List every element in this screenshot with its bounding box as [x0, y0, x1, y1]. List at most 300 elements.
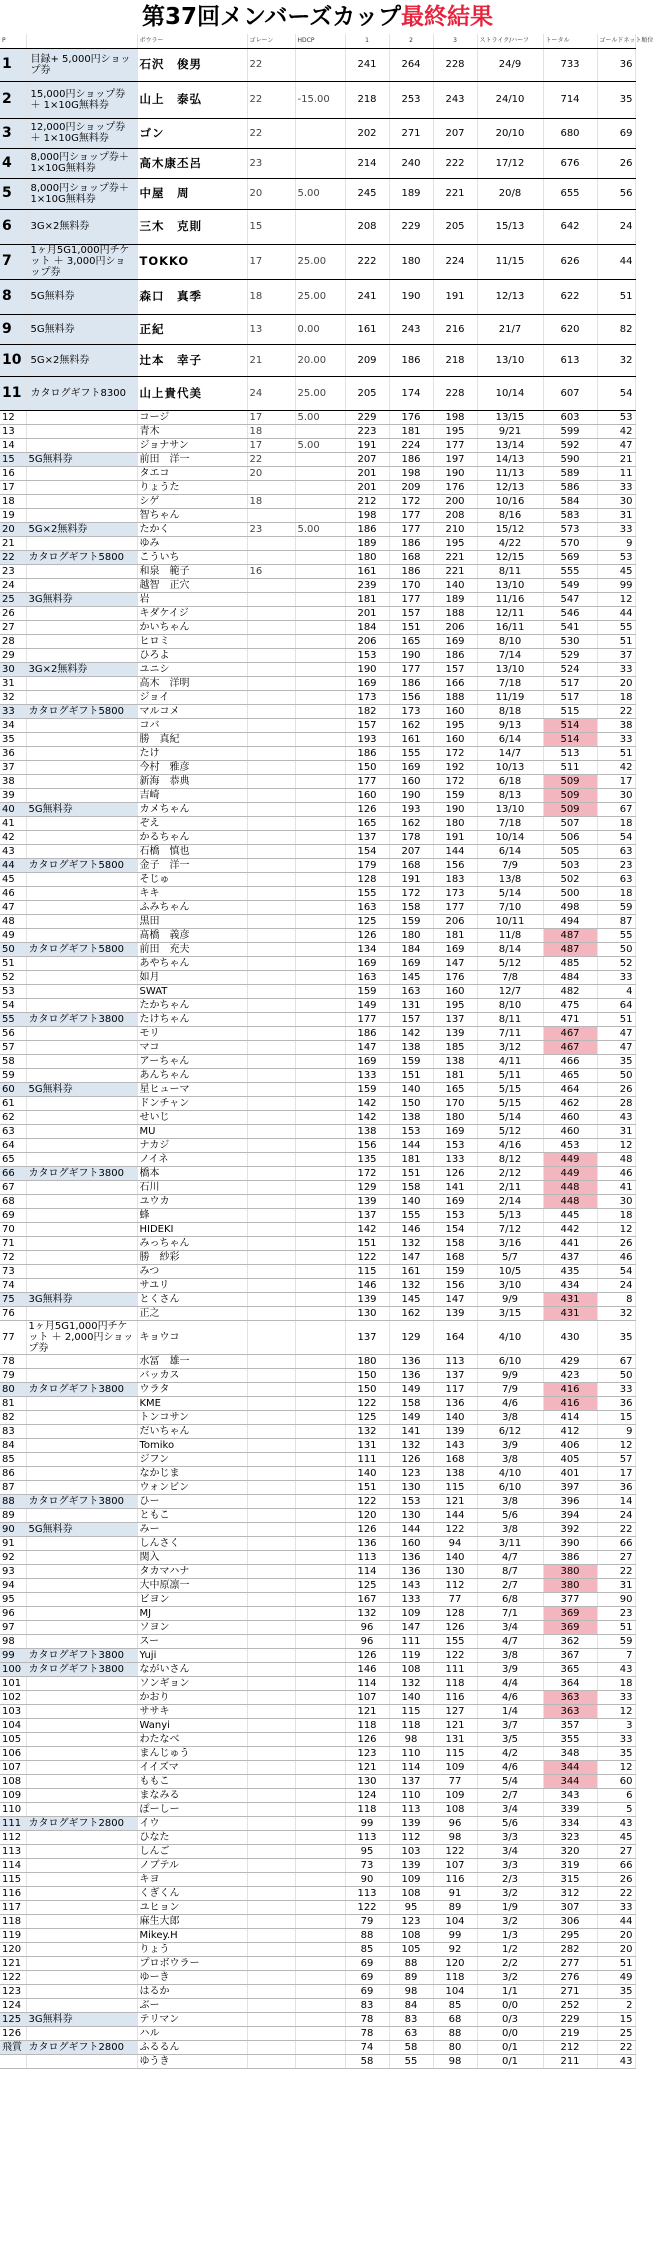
net-cell: 37	[597, 648, 635, 662]
net-cell: 50	[597, 1068, 635, 1082]
game2-score: 162	[389, 718, 433, 732]
game3-score: 160	[433, 704, 477, 718]
net-cell: 53	[597, 410, 635, 424]
player-name: ジョイ	[137, 690, 247, 704]
net-cell: 9	[597, 536, 635, 550]
lane-cell	[247, 2040, 295, 2054]
strike-spare-cell: 13/15	[477, 410, 543, 424]
strike-spare-cell: 8/13	[477, 788, 543, 802]
prize-cell	[26, 2026, 137, 2040]
total-score: 622	[543, 279, 597, 314]
player-name: ながいさん	[137, 1662, 247, 1676]
game1-score: 126	[345, 1648, 389, 1662]
player-name: みっちゃん	[137, 1236, 247, 1250]
game3-score: 168	[433, 1452, 477, 1466]
net-cell: 27	[597, 1550, 635, 1564]
total-score: 405	[543, 1452, 597, 1466]
lane-cell: 20	[247, 466, 295, 480]
hdcp-cell	[295, 774, 345, 788]
player-name: 中屋 周	[137, 178, 247, 209]
game1-score: 201	[345, 466, 389, 480]
lane-cell: 22	[247, 118, 295, 148]
prize-cell	[26, 1788, 137, 1802]
player-name: まんじゅう	[137, 1746, 247, 1760]
hdcp-cell	[295, 480, 345, 494]
game3-score: 216	[433, 314, 477, 344]
player-name: タカマハナ	[137, 1564, 247, 1578]
player-name: カメちゃん	[137, 802, 247, 816]
prize-cell	[26, 928, 137, 942]
rank-cell: 56	[0, 1026, 26, 1040]
lane-cell	[247, 1564, 295, 1578]
net-cell: 90	[597, 1592, 635, 1606]
total-score: 680	[543, 118, 597, 148]
net-cell: 7	[597, 1648, 635, 1662]
game3-score: 200	[433, 494, 477, 508]
prize-cell	[26, 606, 137, 620]
game1-score: 169	[345, 956, 389, 970]
prize-cell	[26, 956, 137, 970]
strike-spare-cell: 3/2	[477, 1886, 543, 1900]
game1-score: 83	[345, 1998, 389, 2012]
table-row	[0, 1222, 635, 1236]
table-row	[0, 1152, 635, 1166]
lane-cell	[247, 1068, 295, 1082]
hdcp-cell	[295, 970, 345, 984]
game1-score: 180	[345, 550, 389, 564]
game2-score: 84	[389, 1998, 433, 2012]
hdcp-cell	[295, 48, 345, 81]
strike-spare-cell: 4/22	[477, 536, 543, 550]
net-cell: 32	[597, 1306, 635, 1320]
hdcp-cell	[295, 788, 345, 802]
game2-score: 113	[389, 1802, 433, 1816]
player-name: ハル	[137, 2026, 247, 2040]
hdcp-cell	[295, 1208, 345, 1222]
total-score: 541	[543, 620, 597, 634]
total-score: 448	[543, 1180, 597, 1194]
table-row	[0, 279, 635, 314]
strike-spare-cell: 4/10	[477, 1466, 543, 1480]
rank-cell: 89	[0, 1508, 26, 1522]
game2-score: 184	[389, 942, 433, 956]
lane-cell: 16	[247, 564, 295, 578]
game1-score: 96	[345, 1620, 389, 1634]
total-score: 498	[543, 900, 597, 914]
player-name: ゴン	[137, 118, 247, 148]
total-score: 396	[543, 1494, 597, 1508]
game3-score: 118	[433, 1676, 477, 1690]
strike-spare-cell: 11/19	[477, 690, 543, 704]
prize-cell: カタログギフト3800	[26, 1494, 137, 1508]
lane-cell	[247, 1264, 295, 1278]
game3-score: 168	[433, 1250, 477, 1264]
total-score: 369	[543, 1606, 597, 1620]
prize-cell	[26, 564, 137, 578]
lane-cell	[247, 858, 295, 872]
rank-cell: 78	[0, 1354, 26, 1368]
game1-score: 122	[345, 1396, 389, 1410]
strike-spare-cell: 6/12	[477, 1424, 543, 1438]
table-row	[0, 1620, 635, 1634]
header-hdcp: HDCP	[295, 34, 345, 48]
rank-cell: 81	[0, 1396, 26, 1410]
net-cell: 26	[597, 1872, 635, 1886]
game2-score: 163	[389, 984, 433, 998]
hdcp-cell	[295, 466, 345, 480]
game1-score: 241	[345, 48, 389, 81]
player-name: 智ちゃん	[137, 508, 247, 522]
prize-cell	[26, 1802, 137, 1816]
prize-cell	[26, 1746, 137, 1760]
player-name: 前田 充夫	[137, 942, 247, 956]
game2-score: 129	[389, 1320, 433, 1354]
hdcp-cell	[295, 1250, 345, 1264]
strike-spare-cell: 7/18	[477, 816, 543, 830]
rank-cell: 4	[0, 148, 26, 178]
total-score: 323	[543, 1830, 597, 1844]
strike-spare-cell: 9/9	[477, 1292, 543, 1306]
net-cell: 45	[597, 1830, 635, 1844]
net-cell: 17	[597, 774, 635, 788]
page-title	[0, 0, 635, 34]
lane-cell	[247, 1452, 295, 1466]
lane-cell	[247, 1956, 295, 1970]
rank-cell: 18	[0, 494, 26, 508]
game2-score: 146	[389, 1222, 433, 1236]
total-score: 386	[543, 1550, 597, 1564]
game2-score: 224	[389, 438, 433, 452]
hdcp-cell: 25.00	[295, 279, 345, 314]
table-row	[0, 718, 635, 732]
total-score: 357	[543, 1718, 597, 1732]
lane-cell	[247, 844, 295, 858]
rank-cell: 75	[0, 1292, 26, 1306]
strike-spare-cell: 16/11	[477, 620, 543, 634]
table-row	[0, 508, 635, 522]
game2-score: 89	[389, 1970, 433, 1984]
game3-score: 159	[433, 788, 477, 802]
total-score: 295	[543, 1928, 597, 1942]
rank-cell: 90	[0, 1522, 26, 1536]
player-name: しんご	[137, 1844, 247, 1858]
hdcp-cell	[295, 746, 345, 760]
prize-cell: 5G無料券	[26, 452, 137, 466]
rank-cell: 69	[0, 1208, 26, 1222]
lane-cell	[247, 1550, 295, 1564]
prize-cell	[26, 1194, 137, 1208]
game3-score: 195	[433, 536, 477, 550]
game1-score: 88	[345, 1928, 389, 1942]
strike-spare-cell: 10/5	[477, 1264, 543, 1278]
player-name: キダケイジ	[137, 606, 247, 620]
player-name: コージ	[137, 410, 247, 424]
game2-score: 162	[389, 816, 433, 830]
lane-cell: 13	[247, 314, 295, 344]
player-name: ユニシ	[137, 662, 247, 676]
game2-score: 158	[389, 900, 433, 914]
player-name: タエコ	[137, 466, 247, 480]
lane-cell	[247, 1676, 295, 1690]
game3-score: 176	[433, 970, 477, 984]
table-row	[0, 1648, 635, 1662]
player-name: ビヨン	[137, 1592, 247, 1606]
player-name: MU	[137, 1124, 247, 1138]
game3-score: 112	[433, 1578, 477, 1592]
prize-cell: 1ヶ月5G1,000円チケット ＋ 2,000円ショップ券	[26, 1320, 137, 1354]
game2-score: 172	[389, 494, 433, 508]
lane-cell	[247, 1998, 295, 2012]
strike-spare-cell: 3/10	[477, 1278, 543, 1292]
net-cell: 22	[597, 1522, 635, 1536]
game2-score: 177	[389, 522, 433, 536]
hdcp-cell	[295, 886, 345, 900]
game1-score: 161	[345, 314, 389, 344]
hdcp-cell	[295, 1970, 345, 1984]
table-row	[0, 886, 635, 900]
rank-cell: 99	[0, 1648, 26, 1662]
strike-spare-cell: 17/12	[477, 148, 543, 178]
table-row	[0, 1732, 635, 1746]
prize-cell	[26, 1984, 137, 1998]
total-score: 506	[543, 830, 597, 844]
rank-cell: 2	[0, 81, 26, 118]
prize-cell	[26, 1222, 137, 1236]
hdcp-cell	[295, 1424, 345, 1438]
game3-score: 139	[433, 1026, 477, 1040]
net-cell: 54	[597, 1264, 635, 1278]
game1-score: 137	[345, 1320, 389, 1354]
game1-score: 223	[345, 424, 389, 438]
table-row	[0, 1354, 635, 1368]
lane-cell	[247, 1278, 295, 1292]
strike-spare-cell: 2/14	[477, 1194, 543, 1208]
game1-score: 154	[345, 844, 389, 858]
total-score: 517	[543, 690, 597, 704]
strike-spare-cell: 3/15	[477, 1306, 543, 1320]
player-name: 橋本	[137, 1166, 247, 1180]
hdcp-cell	[295, 2026, 345, 2040]
game3-score: 140	[433, 578, 477, 592]
game2-score: 151	[389, 1068, 433, 1082]
table-row	[0, 1984, 635, 1998]
lane-cell	[247, 1368, 295, 1382]
player-name: たかく	[137, 522, 247, 536]
rank-cell: 88	[0, 1494, 26, 1508]
game3-score: 164	[433, 1320, 477, 1354]
rank-cell: 97	[0, 1620, 26, 1634]
game1-score: 142	[345, 1096, 389, 1110]
hdcp-cell	[295, 1536, 345, 1550]
prize-cell	[26, 1396, 137, 1410]
rank-cell: 100	[0, 1662, 26, 1676]
player-name: ジョナサン	[137, 438, 247, 452]
hdcp-cell	[295, 1124, 345, 1138]
total-score: 505	[543, 844, 597, 858]
lane-cell	[247, 1746, 295, 1760]
strike-spare-cell: 4/6	[477, 1396, 543, 1410]
total-score: 362	[543, 1634, 597, 1648]
hdcp-cell	[295, 984, 345, 998]
net-cell: 33	[597, 1690, 635, 1704]
strike-spare-cell: 3/5	[477, 1732, 543, 1746]
strike-spare-cell: 8/10	[477, 998, 543, 1012]
game2-score: 177	[389, 662, 433, 676]
lane-cell	[247, 1830, 295, 1844]
game2-score: 140	[389, 1194, 433, 1208]
net-cell: 55	[597, 928, 635, 942]
prize-cell: カタログギフト2800	[26, 2040, 137, 2054]
lane-cell	[247, 1040, 295, 1054]
total-score: 607	[543, 376, 597, 410]
prize-cell: 12,000円ショップ券＋ 1×10G無料券	[26, 118, 137, 148]
prize-cell: カタログギフト5800	[26, 858, 137, 872]
game1-score: 134	[345, 942, 389, 956]
strike-spare-cell: 3/8	[477, 1452, 543, 1466]
game2-score: 108	[389, 1928, 433, 1942]
header-game2: 2	[389, 34, 433, 48]
game3-score: 85	[433, 1998, 477, 2012]
game1-score: 202	[345, 118, 389, 148]
game1-score: 118	[345, 1802, 389, 1816]
table-row	[0, 830, 635, 844]
hdcp-cell	[295, 2040, 345, 2054]
net-cell: 46	[597, 1166, 635, 1180]
rank-cell: 43	[0, 844, 26, 858]
total-score: 377	[543, 1592, 597, 1606]
rank-cell: 58	[0, 1054, 26, 1068]
strike-spare-cell: 1/2	[477, 1942, 543, 1956]
player-name: 石沢 俊男	[137, 48, 247, 81]
table-row	[0, 1250, 635, 1264]
game2-score: 173	[389, 704, 433, 718]
total-score: 549	[543, 578, 597, 592]
game3-score: 156	[433, 858, 477, 872]
prize-cell	[26, 480, 137, 494]
player-name: ひろよ	[137, 648, 247, 662]
player-name: 山上貴代美	[137, 376, 247, 410]
lane-cell	[247, 928, 295, 942]
prize-cell	[26, 1956, 137, 1970]
hdcp-cell	[295, 648, 345, 662]
lane-cell	[247, 648, 295, 662]
net-cell: 26	[597, 1236, 635, 1250]
game1-score: 126	[345, 802, 389, 816]
game3-score: 195	[433, 424, 477, 438]
lane-cell	[247, 536, 295, 550]
rank-cell: 67	[0, 1180, 26, 1194]
player-name: 黒田	[137, 914, 247, 928]
total-score: 676	[543, 148, 597, 178]
net-cell: 23	[597, 1606, 635, 1620]
lane-cell	[247, 1886, 295, 1900]
total-score: 390	[543, 1536, 597, 1550]
game1-score: 245	[345, 178, 389, 209]
game2-score: 118	[389, 1718, 433, 1732]
net-cell: 22	[597, 1886, 635, 1900]
game1-score: 184	[345, 620, 389, 634]
net-cell: 12	[597, 1438, 635, 1452]
total-score: 441	[543, 1236, 597, 1250]
hdcp-cell	[295, 1068, 345, 1082]
game1-score: 79	[345, 1914, 389, 1928]
hdcp-cell	[295, 1522, 345, 1536]
hdcp-cell	[295, 1634, 345, 1648]
header-net: ゴールドネット順位	[597, 34, 635, 48]
lane-cell	[247, 480, 295, 494]
lane-cell	[247, 1634, 295, 1648]
game1-score: 69	[345, 1956, 389, 1970]
table-row	[0, 1606, 635, 1620]
lane-cell: 17	[247, 438, 295, 452]
rank-cell: 85	[0, 1452, 26, 1466]
game3-score: 137	[433, 1012, 477, 1026]
game1-score: 126	[345, 1522, 389, 1536]
lane-cell: 18	[247, 279, 295, 314]
game3-score: 158	[433, 1236, 477, 1250]
prize-cell	[26, 1354, 137, 1368]
total-score: 511	[543, 760, 597, 774]
player-name: ぽーしー	[137, 1802, 247, 1816]
hdcp-cell	[295, 1732, 345, 1746]
game1-score: 126	[345, 928, 389, 942]
game1-score: 69	[345, 1970, 389, 1984]
game2-score: 132	[389, 1278, 433, 1292]
player-name: 正紀	[137, 314, 247, 344]
game1-score: 139	[345, 1292, 389, 1306]
hdcp-cell	[295, 1012, 345, 1026]
total-score: 394	[543, 1508, 597, 1522]
hdcp-cell	[295, 494, 345, 508]
lane-cell	[247, 1166, 295, 1180]
net-cell: 22	[597, 1564, 635, 1578]
game2-score: 115	[389, 1704, 433, 1718]
strike-spare-cell: 4/16	[477, 1138, 543, 1152]
net-cell: 43	[597, 2054, 635, 2068]
rank-cell: 14	[0, 438, 26, 452]
player-name: イイズマ	[137, 1760, 247, 1774]
net-cell: 60	[597, 1774, 635, 1788]
game2-score: 141	[389, 1424, 433, 1438]
player-name: ともこ	[137, 1508, 247, 1522]
table-row	[0, 2026, 635, 2040]
game1-score: 78	[345, 2012, 389, 2026]
game3-score: 210	[433, 522, 477, 536]
game3-score: 206	[433, 620, 477, 634]
game2-score: 150	[389, 1096, 433, 1110]
game3-score: 192	[433, 760, 477, 774]
hdcp-cell	[295, 1082, 345, 1096]
game3-score: 181	[433, 928, 477, 942]
prize-cell	[26, 1998, 137, 2012]
hdcp-cell	[295, 1354, 345, 1368]
hdcp-cell	[295, 118, 345, 148]
hdcp-cell	[295, 914, 345, 928]
player-name: 辻本 幸子	[137, 344, 247, 376]
prize-cell	[26, 1054, 137, 1068]
lane-cell	[247, 1816, 295, 1830]
table-row	[0, 1970, 635, 1984]
game1-score: 167	[345, 1592, 389, 1606]
game3-score: 170	[433, 1096, 477, 1110]
net-cell: 45	[597, 564, 635, 578]
game1-score: 120	[345, 1508, 389, 1522]
game3-score: 143	[433, 1438, 477, 1452]
strike-spare-cell: 4/7	[477, 1550, 543, 1564]
lane-cell	[247, 1480, 295, 1494]
total-score: 502	[543, 872, 597, 886]
game3-score: 185	[433, 1040, 477, 1054]
